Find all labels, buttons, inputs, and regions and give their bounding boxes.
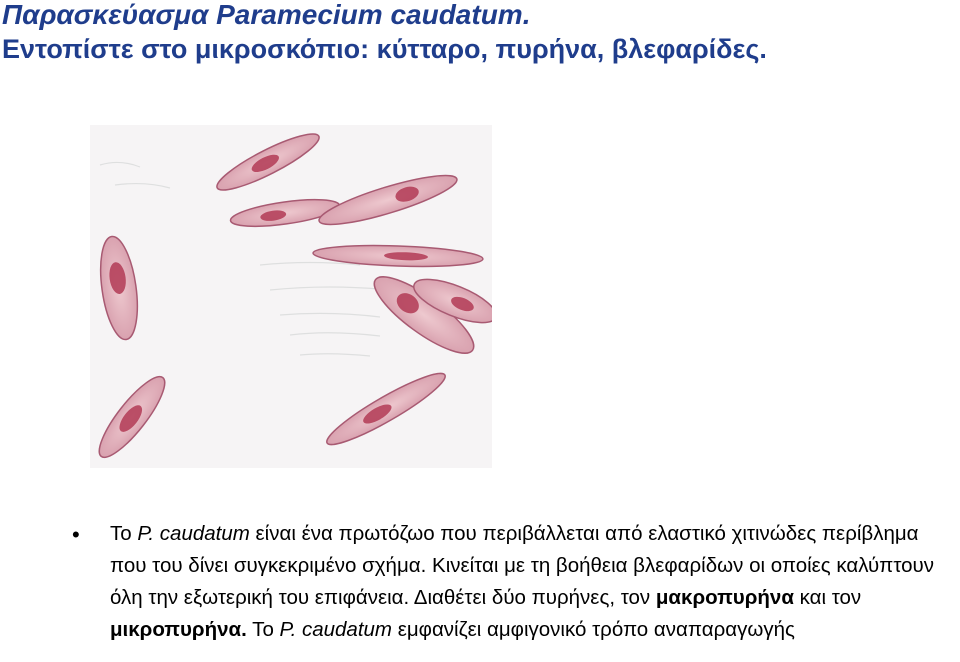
- species-name: P. caudatum: [137, 522, 250, 545]
- text-segment: Το: [110, 522, 138, 545]
- text-segment: και τον: [793, 586, 862, 609]
- paramecium-micrograph: [90, 125, 492, 468]
- micronucleus-term: μικροπυρήνα.: [110, 618, 247, 641]
- species-name: P. caudatum: [279, 618, 392, 641]
- text-segment: είναι ένα πρωτόζωο που περιβάλλεται από ελαστικό χιτινώδες περίβλημα που του δίνει συγκεκριμένο σχήμα. Κινείται με τη βοήθεια βλεφαρίδων οι οποίες καλύπτουν όλη την εξωτερική του επιφάνεια. Διαθέτει δύο πυρήνες, τον: [110, 522, 934, 609]
- slide-title: Παρασκεύασμα Paramecium caudatum.: [2, 0, 531, 30]
- text-segment: Το: [246, 618, 280, 641]
- bullet-marker: •: [72, 522, 80, 547]
- text-segment: εμφανίζει αμφιγονικό τρόπο αναπαραγωγής: [392, 618, 795, 641]
- slide-subtitle: Εντοπίστε στο μικροσκόπιο: κύτταρο, πυρήνα, βλεφαρίδες.: [2, 34, 767, 64]
- description-paragraph: [110, 518, 958, 646]
- micrograph: [90, 125, 492, 468]
- macronucleus-term: μακροπυρήνα: [655, 586, 794, 609]
